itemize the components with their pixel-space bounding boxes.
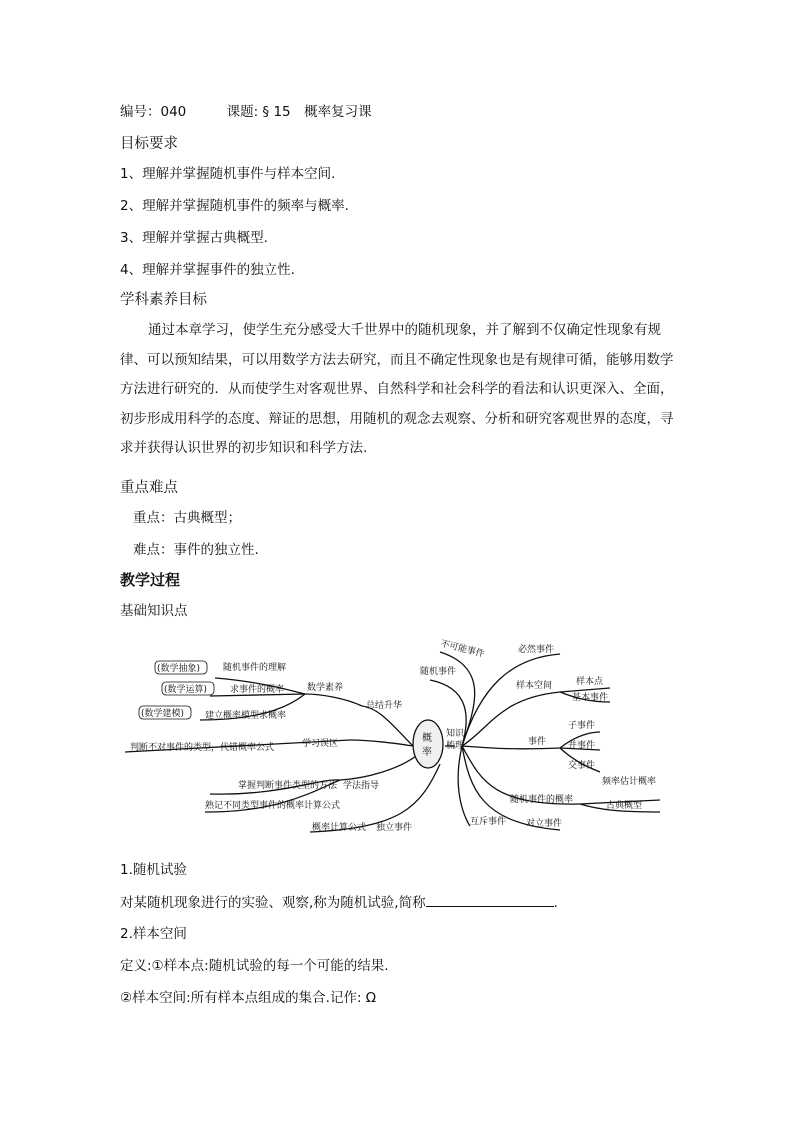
literacy-heading: 学科素养目标 (120, 292, 207, 308)
sub-event-2: 并事件 (568, 741, 596, 751)
literacy-item-1: 随机事件的理解 (223, 663, 287, 673)
tag-abstract: (数学抽象) (157, 664, 201, 674)
knowledge-hub-2: 梳理 (446, 741, 465, 751)
literacy-paragraph: 通过本章学习，使学生充分感受大千世界中的随机现象，并了解到不仅确定性现象有规律、可以预知结果，可以用数学方法去研究，而且不确定性现象也是有规律可循，能够用数学方法进行研究的．从而使学生对客观世界、自然科学和社会科学的看法和认识更深入、全面，初步形成用科学的态度、辩证的思想，用随机的观念去观察、分析和研究客观世界的态度，寻求并获得认识世界的初步知识和科学方法. (120, 322, 674, 456)
objective-item-2: 2、理解并掌握随机事件的频率与概率. (120, 198, 349, 214)
section1-text: 对某随机现象进行的实验、观察,称为随机试验,简称 (120, 895, 426, 911)
impossible-event: 不可能事件 (439, 639, 486, 660)
random-event: 随机事件 (420, 667, 457, 677)
objective-item-3: 3、理解并掌握古典概型. (120, 230, 268, 246)
difficulty-point: 难点：事件的独立性. (133, 542, 259, 558)
summary-hub: 总结升华 (366, 701, 403, 711)
section1-text-row (120, 892, 558, 913)
random-prob: 随机事件的概率 (510, 795, 574, 805)
literacy-item-2: 求事件的概率 (230, 685, 285, 695)
section2-title: 2.样本空间 (120, 926, 187, 942)
answer-blank[interactable] (426, 892, 554, 907)
section1-end: . (553, 895, 558, 911)
formula-label: 概率计算公式 (312, 823, 367, 833)
center-label-1: 概 (422, 733, 432, 744)
math-literacy: 数学素养 (307, 683, 344, 693)
opposite: 对立事件 (526, 819, 563, 829)
section1-title: 1.随机试验 (120, 862, 187, 878)
objective-item-4: 4、理解并掌握事件的独立性. (120, 262, 295, 278)
process-subheading: 基础知识点 (120, 603, 188, 619)
basic-event: 基本事件 (572, 693, 609, 703)
sample-space: 样本空间 (516, 681, 553, 691)
knowledge-mindmap (0, 628, 794, 858)
tag-compute: (数学运算) (164, 685, 208, 695)
method-item-2: 熟记不同类型事件的概率计算公式 (205, 801, 341, 811)
event-label: 事件 (528, 737, 547, 747)
method-item-1: 掌握判断事件类型的方法 (238, 781, 338, 791)
methods-label: 学法指导 (343, 781, 380, 791)
keypoints-heading: 重点难点 (120, 480, 178, 496)
independent-label: 独立事件 (376, 823, 413, 833)
sub-event-1: 子事件 (568, 721, 596, 731)
focus-point: 重点：古典概型； (133, 510, 241, 526)
objectives-heading: 目标要求 (120, 136, 178, 152)
center-node (413, 720, 443, 768)
lesson-header (120, 102, 372, 122)
literacy-item-3: 建立概率模型求概率 (205, 711, 287, 721)
center-label-2: 率 (422, 747, 432, 758)
process-heading: 教学过程 (120, 571, 181, 589)
objective-item-1: 1、理解并掌握随机事件与样本空间. (120, 166, 336, 182)
section2-def1: 定义:①样本点:随机试验的每一个可能的结果. (120, 958, 389, 974)
certain-event: 必然事件 (518, 645, 555, 655)
freq-estimate: 频率估计概率 (602, 777, 657, 787)
error-item: 判断不对事件的类型，代错概率公式 (130, 743, 275, 753)
lesson-number: 编号：040 (120, 104, 187, 120)
lesson-topic: 课题: § 15 概率复习课 (226, 104, 372, 120)
classical: 古典概型 (606, 801, 643, 811)
sample-point: 样本点 (576, 677, 604, 687)
tag-model: (数学建模) (141, 709, 185, 719)
sub-event-3: 交事件 (568, 761, 596, 771)
section2-def2: ②样本空间:所有样本点组成的集合.记作: Ω (120, 990, 377, 1006)
knowledge-hub-1: 知识 (446, 729, 465, 739)
exclusive: 互斥事件 (470, 817, 507, 827)
errors-label: 学习误区 (302, 739, 339, 749)
